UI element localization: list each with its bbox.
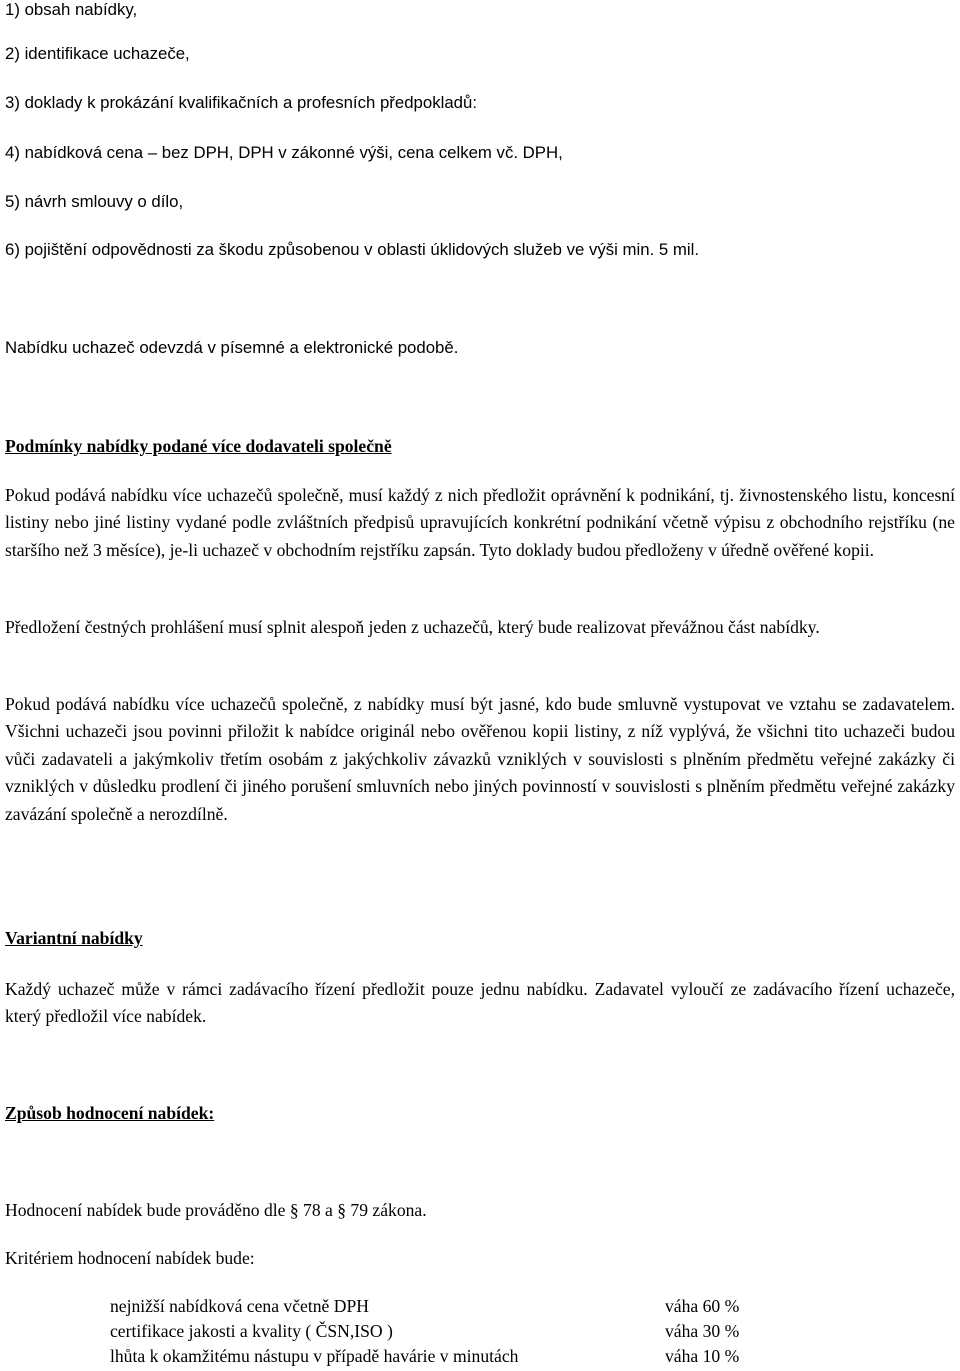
joint-offers-paragraph: Pokud podává nabídku více uchazečů společně, musí každý z nich předložit oprávnění k podnikání, tj. živnostenského listu, koncesní listiny nebo jiné listiny vydané podle zvláštních předpisů upravujících konkrétní podnikání včetně výpisu z obchodního rejstříku (ne staršího než 3 měsíce), je-li uchazeč v obchodním rejstříku zapsán. Tyto doklady budou předloženy v úředně ověřené kopii. [5,485,955,560]
criteria-intro: Kritériem hodnocení nabídek bude: [5,1248,255,1268]
criterion-name: certifikace jakosti a kvality ( ČSN,ISO ) [110,1321,393,1341]
criterion-weight: váha 30 % [665,1321,740,1341]
criterion-weight: váha 10 % [665,1346,740,1366]
list-item: 2) identifikace uchazeče, [5,44,190,63]
joint-offers-paragraph: Předložení čestných prohlášení musí splnit alespoň jeden z uchazečů, který bude realizovat převážnou část nabídky. [5,617,820,637]
joint-offers-paragraph: Pokud podává nabídku více uchazečů společně, z nabídky musí být jasné, kdo bude smluvně vystupovat ve vztahu se zadavatelem. Všichni uchazeči jsou povinni přiložit k nabídce originál nebo ověřenou kopii listiny, z níž vyplývá, že všichni tito uchazeči budou vůči zadavateli a jakýmkoliv třetím osobám z jakýchkoliv závazků vzniklých v souvislosti s plněním předmětu veřejné zakázky či vzniklých v důsledku prodlení či jiného porušení smluvních nebo jiných povinností v souvislosti s plněním předmětu veřejné zakázky zavázání společně a nerozdílně. [5,694,955,824]
submission-note: Nabídku uchazeč odevzdá v písemné a elektronické podobě. [5,338,459,357]
list-item: 6) pojištění odpovědnosti za škodu způsobenou v oblasti úklidových služeb ve výši min. 5 mil. [5,240,699,259]
evaluation-method: Hodnocení nabídek bude prováděno dle § 78 a § 79 zákona. [5,1200,427,1220]
criterion-name: lhůta k okamžitému nástupu v případě havárie v minutách [110,1346,519,1366]
list-item: 3) doklady k prokázání kvalifikačních a profesních předpokladů: [5,93,478,112]
list-item: 1) obsah nabídky, [5,0,138,19]
criterion-name: nejnižší nabídková cena včetně DPH [110,1296,369,1316]
variants-heading: Variantní nabídky [5,928,143,948]
list-item: 4) nabídková cena – bez DPH, DPH v zákonné výši, cena celkem vč. DPH, [5,143,563,162]
list-item: 5) návrh smlouvy o dílo, [5,192,184,211]
evaluation-heading: Způsob hodnocení nabídek: [5,1103,215,1123]
variants-paragraph: Každý uchazeč může v rámci zadávacího řízení předložit pouze jednu nabídku. Zadavatel vyloučí ze zadávacího řízení uchazeče, který předložil více nabídek. [5,979,955,1027]
criterion-weight: váha 60 % [665,1296,740,1316]
joint-offers-heading: Podmínky nabídky podané více dodavateli společně [5,436,392,456]
